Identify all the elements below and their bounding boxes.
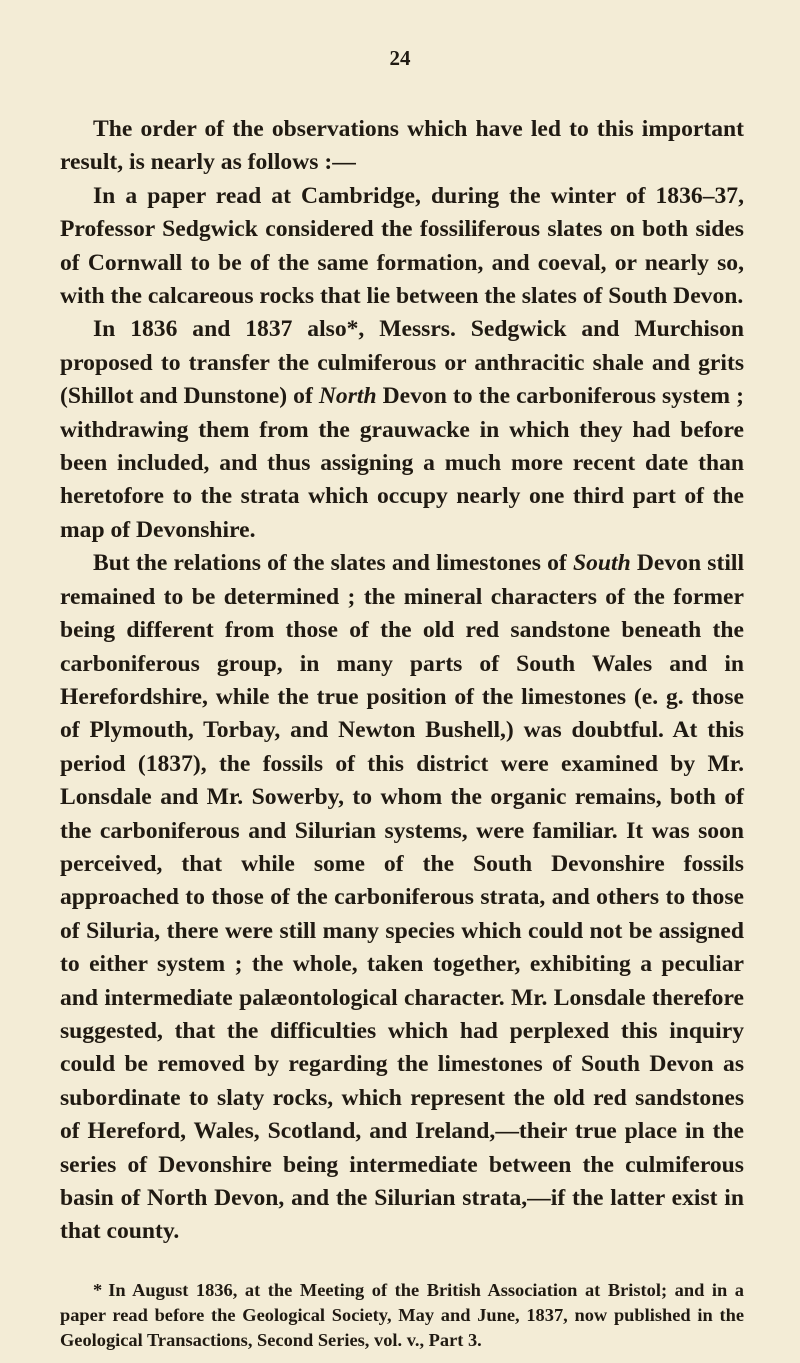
italic-south: South bbox=[572, 550, 631, 577]
paragraph-3 bbox=[60, 313, 744, 547]
body-text bbox=[60, 113, 744, 1249]
paragraph-text: In 1836 and 1837 also*, Messrs. Sedgwick and Murchison proposed to transfer the culmiferous or anthracitic shale and grits (Shillot and Dunstone) of bbox=[60, 316, 744, 410]
paragraph-1 bbox=[60, 113, 744, 180]
footnote bbox=[60, 1278, 744, 1353]
paragraph-text: But the relations of the slates and limestones of bbox=[93, 550, 573, 577]
footnote-mark: * bbox=[93, 1280, 103, 1300]
footnote-text: In August 1836, at the Meeting of the British Association at Bristol; and in a paper read before the Geological Society, May and June, 1837, now published in the Geological Transactions, Second Series, vol. v., Part 3. bbox=[60, 1280, 744, 1350]
paragraph-text: In a paper read at Cambridge, during the winter of 1836–37, Professor Sedgwick considered the fossiliferous slates on both sides of Cornwall to be of the same formation, and coeval, or nearly so, with the calcareous rocks that lie between the slates of South Devon. bbox=[60, 182, 744, 310]
paragraph-text: Devon to the carboniferous system ; withdrawing them from the grauwacke in which they had before been included, and thus assigning a much more recent date than heretofore to the strata which occupy nearly one third part of the map of Devonshire. bbox=[60, 383, 744, 543]
italic-north: North bbox=[318, 383, 377, 410]
paragraph-2 bbox=[60, 180, 744, 314]
paragraph-text: Devon still remained to be determined ; the mineral characters of the former being different from those of the old red sandstone beneath the carboniferous group, in many parts of South Wales and in Herefordshire, while the true position of the limestones (e. g. those of Plymouth, Torbay, and Newton Bushell,) was doubtful. At this period (1837), the fossils of this district were examined by Mr. Lonsdale and Mr. Sowerby, to whom the organic remains, both of the carboniferous and Silurian systems, were familiar. It was soon perceived, that while some of the South Devonshire fossils approached to those of the carboniferous strata, and others to those of Siluria, there were still many species which could not be assigned to either system ; the whole, taken together, exhibiting a peculiar and intermediate palæontological character. Mr. Lonsdale therefore suggested, that the difficulties which had perplexed this inquiry could be removed by regarding the limestones of South Devon as subordinate to slaty rocks, which represent the old red sandstones of Hereford, Wales, Scotland, and Ireland,—their true place in the series of Devonshire being intermediate between the culmiferous basin of North Devon, and the Silurian strata,—if the latter exist in that county. bbox=[60, 550, 744, 1245]
footnote-paragraph bbox=[60, 1278, 744, 1353]
paragraph-4 bbox=[60, 547, 744, 1249]
paragraph-text: The order of the observations which have led to this important result, is nearly as follows :— bbox=[60, 116, 744, 176]
page-number: 24 bbox=[389, 46, 411, 70]
